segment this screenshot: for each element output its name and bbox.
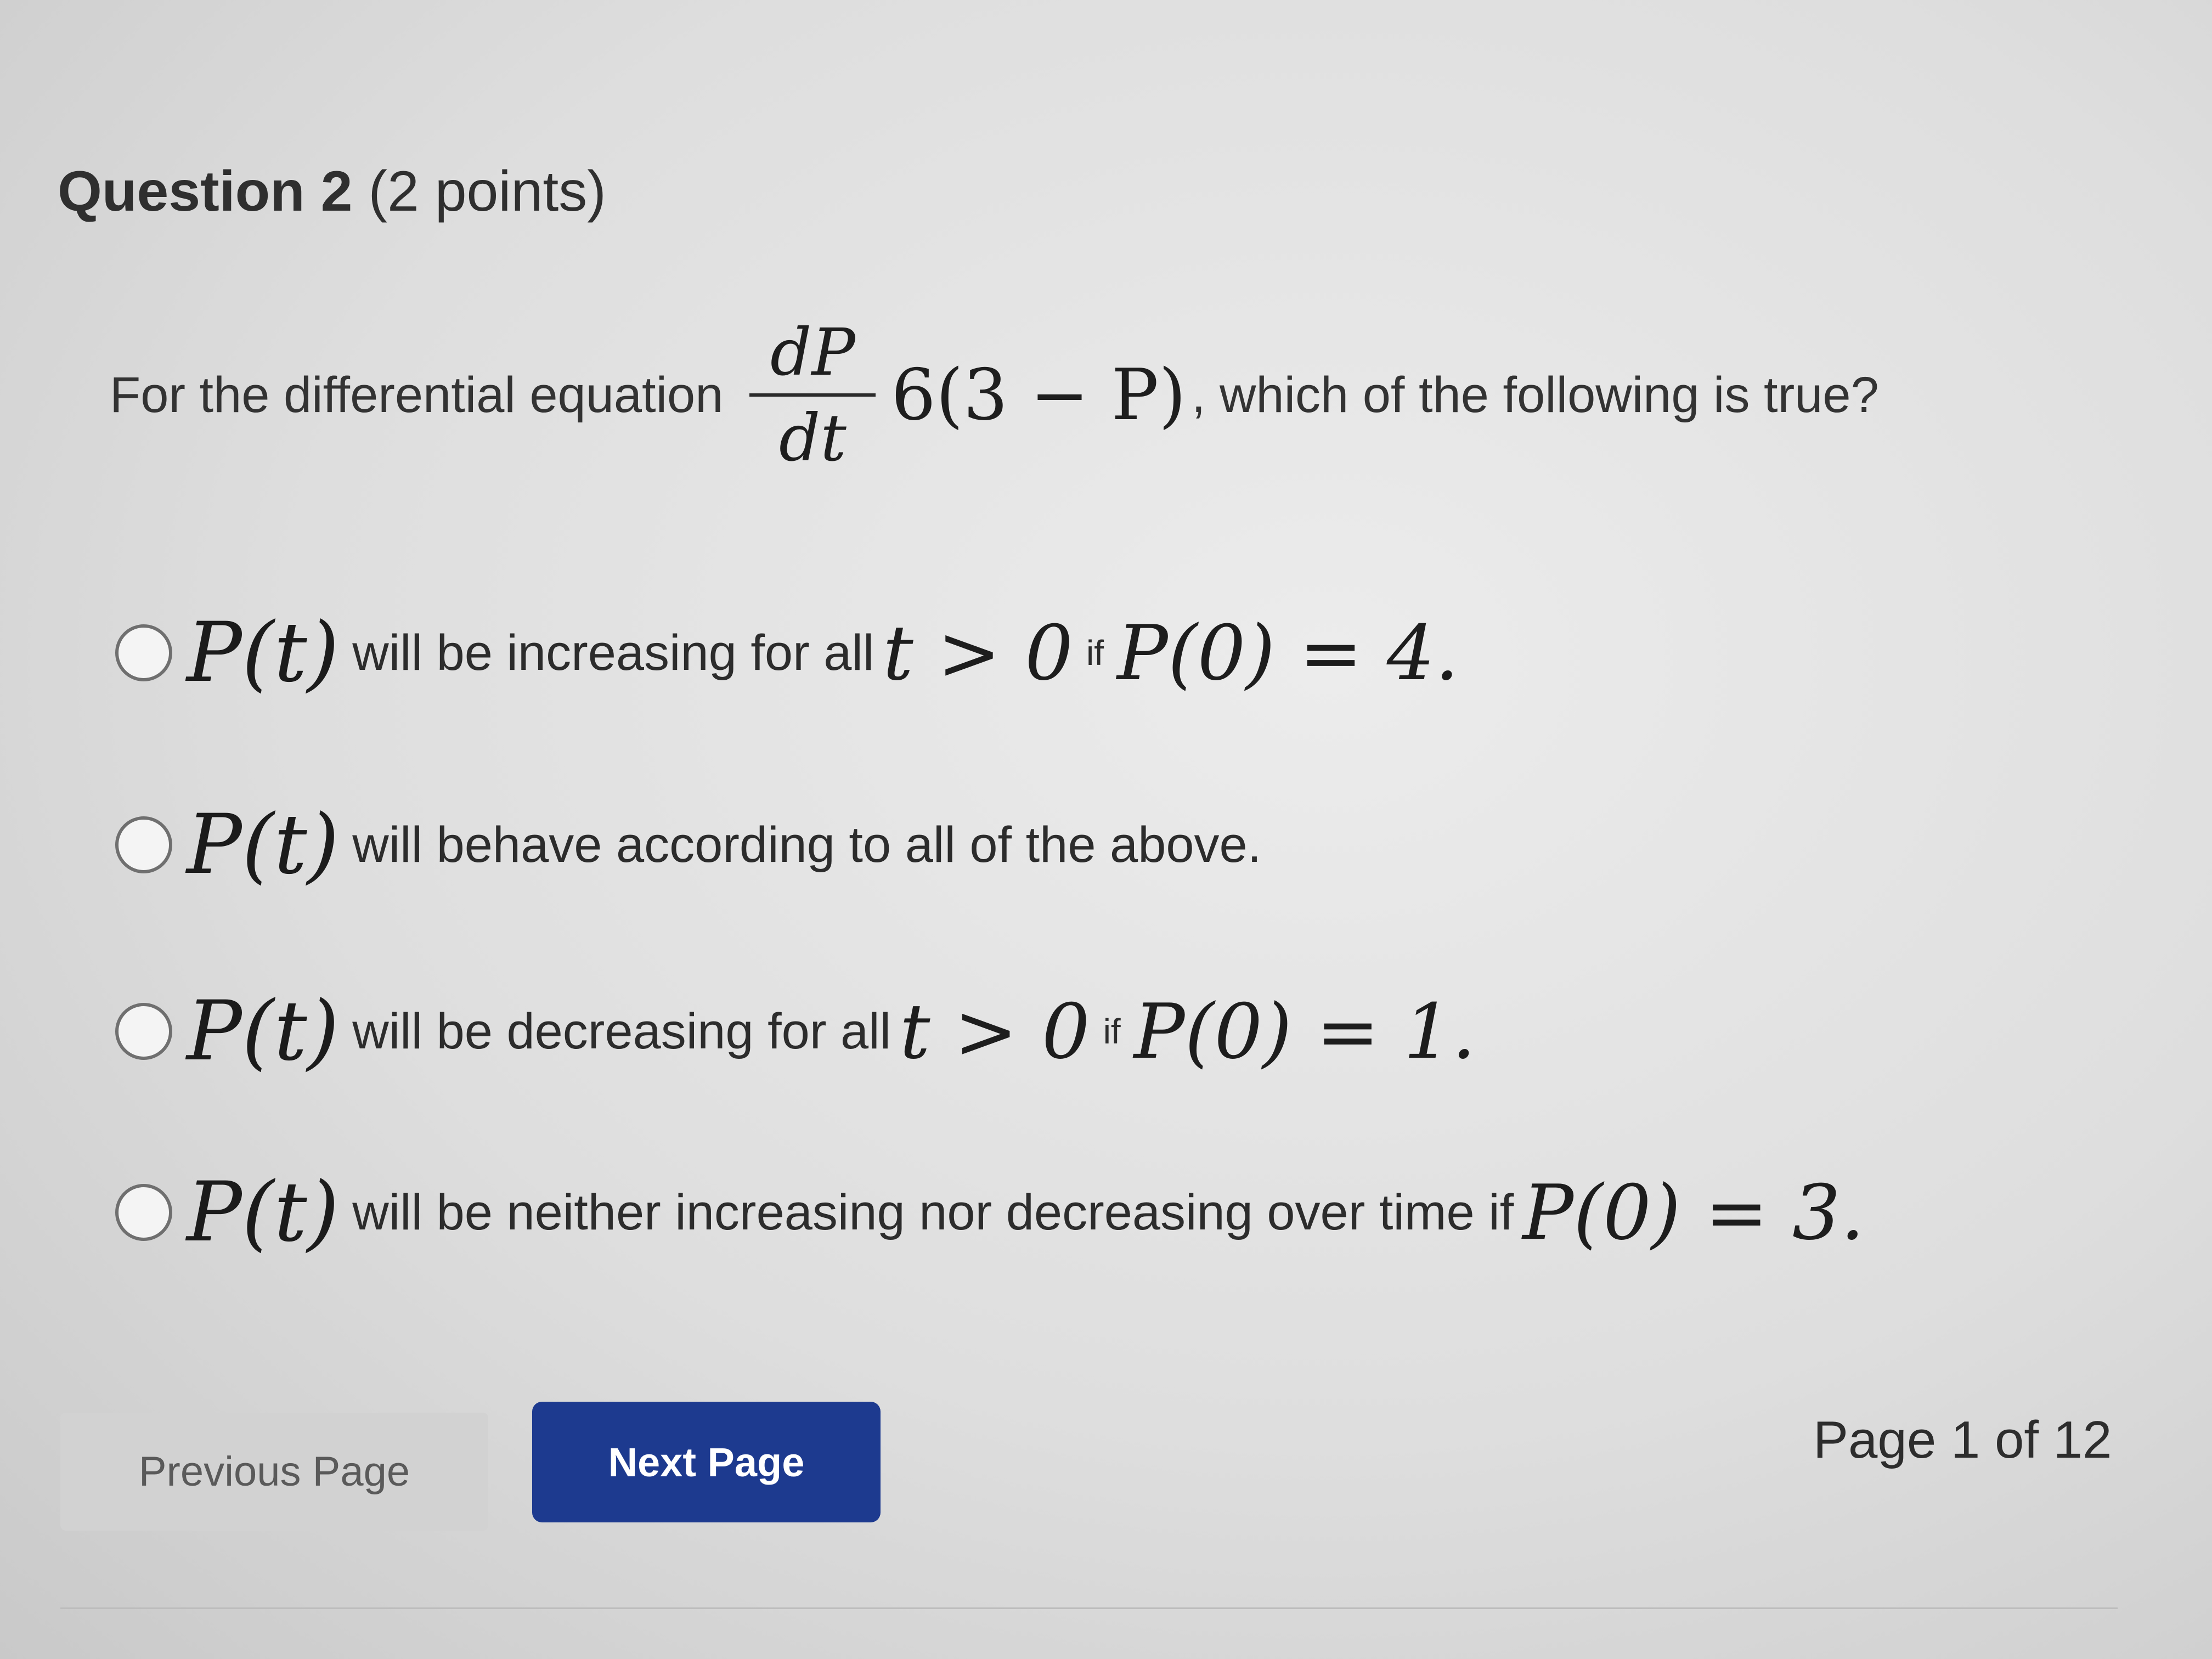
- option-subject: P(t): [187, 984, 340, 1079]
- option-decreasing[interactable]: [115, 971, 1485, 1092]
- option-subject: P(t): [187, 605, 340, 701]
- equation-rhs: 6(3 − P): [891, 354, 1186, 436]
- question-prompt: [110, 285, 1879, 505]
- footer-divider: [60, 1607, 2118, 1609]
- option-text: will be neither increasing nor decreasing over time if: [352, 1184, 1514, 1240]
- option-subject: P(t): [187, 1165, 340, 1260]
- option-all-above[interactable]: [115, 785, 1261, 905]
- fraction-numerator: dP: [770, 314, 855, 390]
- option-if: if: [1103, 1012, 1121, 1051]
- option-initial-value: P(0) = 1.: [1133, 987, 1476, 1076]
- radio-button[interactable]: [115, 624, 172, 681]
- option-text: will behave according to all of the above.: [352, 816, 1262, 873]
- option-condition: t > 0: [883, 608, 1073, 697]
- option-initial-value: P(0) = 4.: [1116, 608, 1459, 697]
- option-condition: t > 0: [900, 987, 1090, 1076]
- option-text: will be increasing for all: [352, 624, 874, 681]
- prompt-tail: , which of the following is true?: [1191, 366, 1879, 423]
- option-increasing[interactable]: [115, 592, 1468, 713]
- question-label: Question 2: [58, 160, 353, 223]
- radio-button[interactable]: [115, 1184, 172, 1241]
- option-initial-value: P(0) = 3.: [1522, 1168, 1865, 1257]
- option-subject: P(t): [187, 797, 340, 893]
- radio-button[interactable]: [115, 1003, 172, 1060]
- previous-page-button[interactable]: Previous Page: [60, 1413, 488, 1531]
- fraction-denominator: dt: [778, 400, 847, 476]
- derivative-fraction: [749, 311, 876, 479]
- page-indicator: Page 1 of 12: [1813, 1410, 2112, 1469]
- question-points: (2 points): [368, 160, 606, 223]
- next-page-button[interactable]: Next Page: [532, 1402, 881, 1522]
- prompt-lead: For the differential equation: [110, 366, 724, 423]
- question-title: [58, 159, 606, 224]
- option-if: if: [1086, 633, 1104, 673]
- option-text: will be decreasing for all: [352, 1003, 891, 1059]
- option-neither[interactable]: [115, 1152, 1874, 1273]
- radio-button[interactable]: [115, 816, 172, 873]
